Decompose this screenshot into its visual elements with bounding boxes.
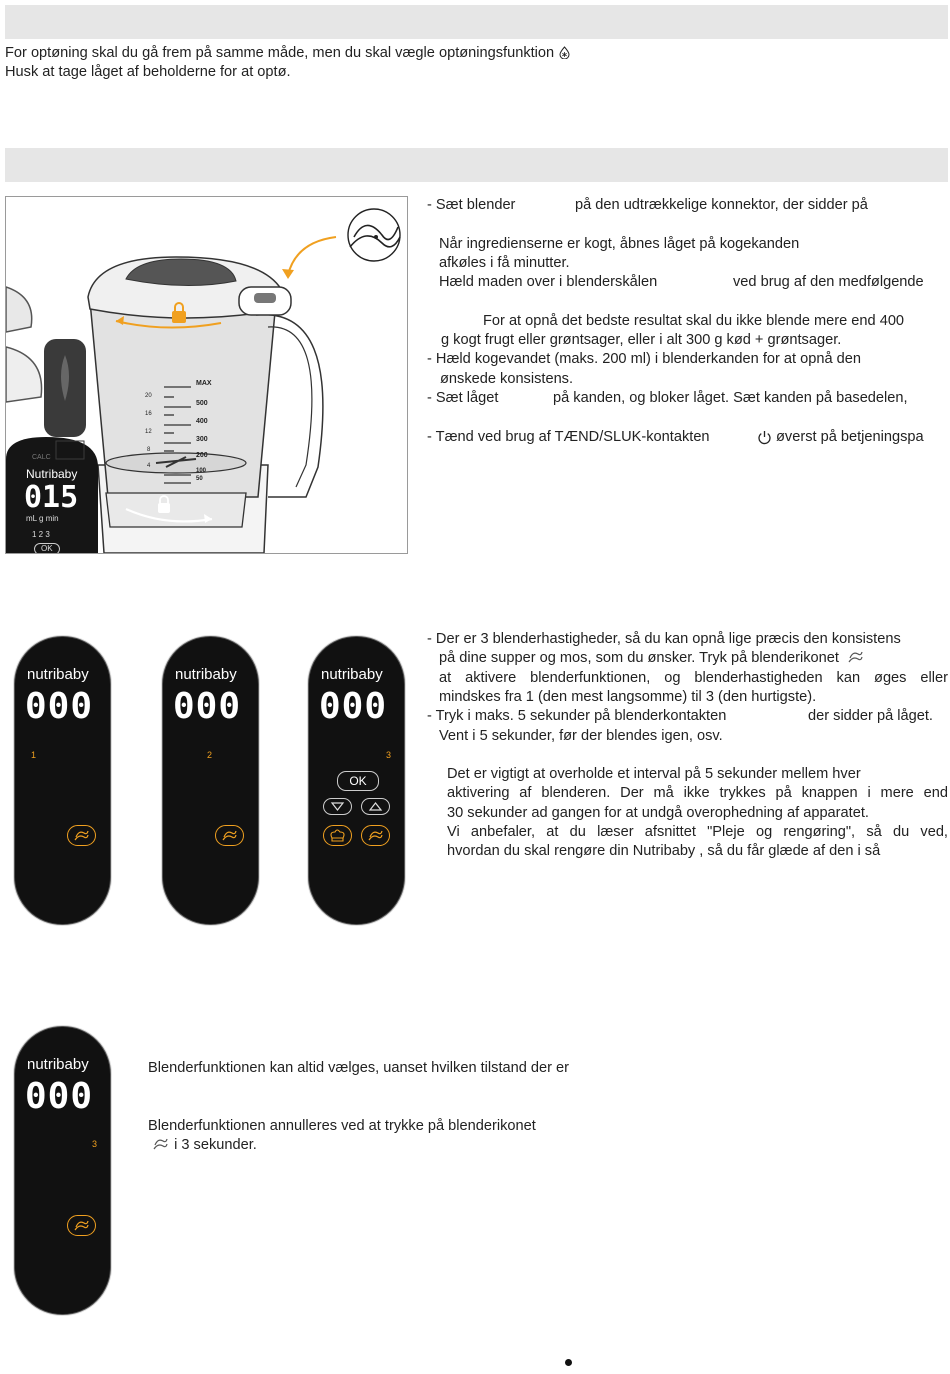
- speed-line-7: Det er vigtigt at overholde et interval på 5 sekunder mellem hver: [447, 766, 861, 782]
- defrost-text-line-1: For optøning skal du gå frem på samme måde, men du skal vægle optøningsfunktion: [5, 44, 571, 64]
- panel-4-logo: nutribaby: [27, 1056, 89, 1073]
- blend-icon: [152, 1136, 170, 1152]
- panel-digits: 015: [24, 480, 79, 515]
- defrost-icon: [558, 46, 571, 59]
- step-4-b: ved brug af den medfølgende: [733, 274, 924, 290]
- panel-3-speed: 3: [386, 750, 392, 760]
- speed-line-3: at aktivere blenderfunktionen, og blenderhastigheden kan øges eller: [439, 670, 948, 686]
- step-1-a: - Sæt blender: [427, 197, 516, 213]
- speed-line-2: på dine supper og mos, som du ønsker. Tryk på blenderikonet: [439, 649, 865, 669]
- step-9-a: - Sæt låget: [427, 390, 499, 406]
- section-header-bar-1: [5, 5, 948, 39]
- blend-icon: [361, 825, 390, 846]
- section-header-bar-2: [5, 148, 948, 182]
- blender-illustration: [5, 196, 408, 554]
- scale-100: 100: [196, 468, 207, 474]
- scale-left-16: 16: [145, 411, 152, 417]
- bottom-line-3: i 3 sekunder.: [152, 1136, 257, 1156]
- panel-2-speed: 2: [207, 750, 213, 760]
- bottom-line-2: Blenderfunktionen annulleres ved at trykke på blenderikonet: [148, 1118, 536, 1134]
- scale-left-4: 4: [147, 463, 151, 469]
- scale-left-20: 20: [145, 393, 152, 399]
- blend-icon: [847, 649, 865, 665]
- step-1-b: på den udtrækkelige konnektor, der sidder på: [575, 197, 868, 213]
- speed-line-4: mindskes fra 1 (den mest langsomme) til 3 (den hurtigste).: [439, 689, 817, 705]
- panel-2-digits: 000: [173, 686, 242, 727]
- step-10-a: - Tænd ved brug af TÆND/SLUK-kontakten: [427, 429, 710, 445]
- panel-calc-label: CALC: [32, 454, 51, 461]
- panel-3-ok-button: OK: [337, 771, 379, 791]
- scale-300: 300: [196, 436, 208, 443]
- panel-2-logo: nutribaby: [175, 666, 237, 683]
- speed-line-6: Vent i 5 sekunder, før der blendes igen, osv.: [439, 728, 723, 744]
- step-4-a: Hæld maden over i blenderskålen: [439, 274, 658, 290]
- scale-50: 50: [196, 476, 203, 482]
- speed-line-5-a: - Tryk i maks. 5 sekunder på blenderkontakten: [427, 708, 727, 724]
- speed-line-1: - Der er 3 blenderhastigheder, så du kan opnå lige præcis den konsistens: [427, 631, 901, 647]
- speed-line-11: hvordan du skal rengøre din Nutribaby , så du får glæde af den i så: [447, 843, 881, 859]
- down-arrow-icon: [323, 798, 352, 815]
- panel-1-speed: 1: [31, 750, 37, 760]
- power-icon: [757, 430, 772, 445]
- panel-ok-button: OK: [34, 543, 60, 554]
- panel-1-digits: 000: [25, 686, 94, 727]
- blend-icon: [215, 825, 244, 846]
- scale-400: 400: [196, 418, 208, 425]
- panel-3-logo: nutribaby: [321, 666, 383, 683]
- bottom-line-1: Blenderfunktionen kan altid vælges, uanset hvilken tilstand der er: [148, 1060, 570, 1076]
- speed-line-10: Vi anbefaler, at du læser afsnittet "Pleje og rengøring", så du ved,: [447, 824, 948, 840]
- speed-line-8: aktivering af blenderen. Der må ikke trykkes på knappen i mere end: [447, 785, 948, 801]
- step-5: For at opnå det bedste resultat skal du ikke blende mere end 400: [483, 313, 905, 329]
- speed-line-5-b: der sidder på låget.: [808, 708, 933, 724]
- panel-3-digits: 000: [319, 686, 388, 727]
- cooking-mode-icon: [323, 825, 352, 846]
- scale-max: MAX: [196, 380, 212, 387]
- scale-left-12: 12: [145, 429, 152, 435]
- panel-4-speed: 3: [92, 1139, 98, 1149]
- step-7: - Hæld kogevandet (maks. 200 ml) i blenderkanden for at opnå den: [427, 351, 862, 367]
- step-9-b: på kanden, og bloker låget. Sæt kanden på basedelen,: [553, 390, 908, 406]
- panel-units: mL g min: [26, 514, 59, 523]
- speed-line-9: 30 sekunder ad gangen for at undgå overophedning af apparatet.: [447, 805, 869, 821]
- blend-icon: [67, 825, 96, 846]
- page-bullet: [565, 1359, 572, 1366]
- step-2: Når ingredienserne er kogt, åbnes låget på kogekanden: [439, 236, 800, 252]
- scale-left-8: 8: [147, 447, 151, 453]
- blend-icon: [67, 1215, 96, 1236]
- step-10-b: øverst på betjeningspa: [776, 429, 924, 445]
- up-arrow-icon: [361, 798, 390, 815]
- panel-1-logo: nutribaby: [27, 666, 89, 683]
- scale-500: 500: [196, 400, 208, 407]
- defrost-text-line-2: Husk at tage låget af beholderne for at optø.: [5, 64, 291, 80]
- scale-200: 200: [196, 452, 208, 459]
- panel-modes: 1 2 3: [32, 530, 50, 539]
- step-8: ønskede konsistens.: [440, 371, 574, 387]
- step-3: afkøles i få minutter.: [439, 255, 570, 271]
- panel-logo: Nutribaby: [26, 467, 78, 481]
- step-6: g kogt frugt eller grøntsager, eller i alt 300 g kød + grøntsager.: [441, 332, 842, 348]
- panel-4-digits: 000: [25, 1076, 94, 1117]
